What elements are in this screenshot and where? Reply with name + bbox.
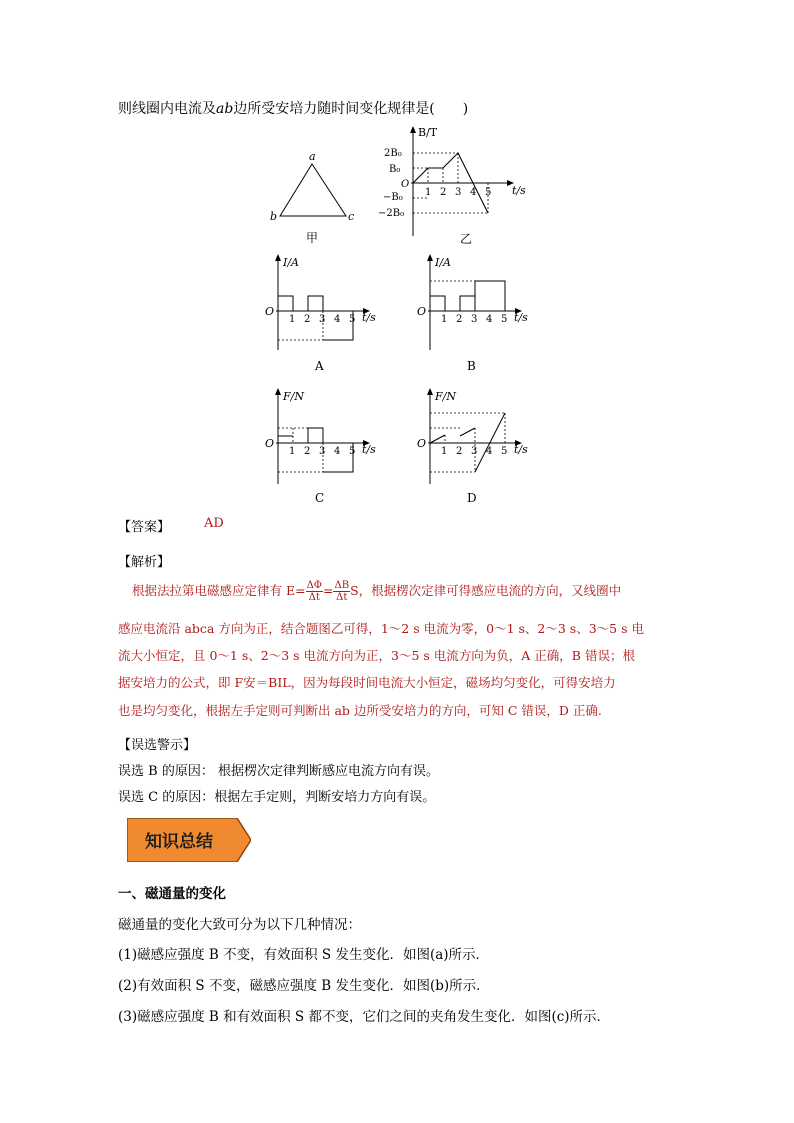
b-tick-4: 4 <box>486 314 493 325</box>
figure-yi-graph <box>370 124 545 250</box>
a-tick-1: 1 <box>289 314 296 325</box>
yi-tick-2b0: 2B₀ <box>384 148 402 159</box>
a-tick-3: 3 <box>319 314 326 325</box>
answer-heading: 【答案】 <box>118 520 171 535</box>
d-tick-4: 4 <box>486 446 493 457</box>
figure-b-label: B <box>467 359 476 373</box>
summary-title: 一、磁通量的变化 <box>118 886 226 902</box>
a-tick-2: 2 <box>304 314 311 325</box>
b-tick-1: 1 <box>441 314 448 325</box>
a-yaxis-label: I/A <box>283 256 299 269</box>
b-origin: O <box>417 305 427 318</box>
c-tick-1: 1 <box>289 446 296 457</box>
b-yaxis-label: I/A <box>435 256 451 269</box>
analysis-line-5: 也是均匀变化，根据左手定则可判断出 ab 边所受安培力的方向，可知 C 错误，D 正确. <box>118 703 602 718</box>
figure-c-graph <box>262 386 382 510</box>
yi-origin: O <box>401 179 410 190</box>
warning-heading: 【误选警示】 <box>118 738 197 753</box>
yi-tick-5: 5 <box>485 187 492 198</box>
summary-item-3: (3)磁感应强度 B 和有效面积 S 都不变，它们之间的夹角发生变化．如图(c)所示． <box>118 1009 611 1025</box>
b-tick-2: 2 <box>456 314 463 325</box>
vertex-b-label: b <box>270 210 278 223</box>
d-tick-5: 5 <box>501 446 508 457</box>
a-tick-4: 4 <box>334 314 341 325</box>
banner-text: 知识总结 <box>145 832 213 852</box>
yi-tick-1: 1 <box>425 187 432 198</box>
vertex-c-label: c <box>348 210 355 223</box>
figure-jia-label: 甲 <box>306 231 319 245</box>
b-tick-5: 5 <box>501 314 508 325</box>
figure-b-graph <box>414 252 534 376</box>
analysis-line-3: 流大小恒定，且 0～1 s、2～3 s 电流方向为正，3～5 s 电流方向为负，A 正确，B 错误；根 <box>118 648 635 663</box>
figure-d-graph <box>414 386 534 510</box>
figure-a-graph <box>262 252 382 376</box>
summary-intro: 磁通量的变化大致可分为以下几种情况： <box>118 917 361 933</box>
figure-yi-label: 乙 <box>460 232 473 246</box>
analysis-heading: 【解析】 <box>118 555 171 570</box>
analysis-line-2: 感应电流沿 abca 方向为正，结合题图乙可得，1～2 s 电流为零，0～1 s、2～3 s、3～5 s 电 <box>118 621 644 636</box>
c-origin: O <box>265 437 275 450</box>
b-xaxis-label: t/s <box>514 311 528 324</box>
analysis-line-4: 据安培力的公式，即 F安＝BIL，因为每段时间电流大小恒定，磁场均匀变化，可得安培力 <box>118 675 616 690</box>
warning-line-2: 误选 C 的原因：根据左手定则，判断安培力方向有误。 <box>118 790 436 805</box>
yi-yaxis-label: B/T <box>418 126 438 139</box>
d-yaxis-label: F/N <box>435 390 456 403</box>
figure-d-label: D <box>467 491 477 505</box>
c-tick-2: 2 <box>304 446 311 457</box>
c-tick-5: 5 <box>349 446 356 457</box>
d-xaxis-label: t/s <box>514 443 528 456</box>
yi-xaxis-label: t/s <box>512 184 526 197</box>
warning-line-1: 误选 B 的原因： 根据楞次定律判断感应电流方向有误。 <box>118 764 439 779</box>
answer-value: AD <box>204 516 224 531</box>
figure-a-label: A <box>315 359 324 373</box>
d-tick-1: 1 <box>441 446 448 457</box>
yi-tick-neg-2b0: −2B₀ <box>378 208 405 219</box>
vertex-a-label: a <box>309 150 316 163</box>
knowledge-summary-banner <box>127 818 251 862</box>
figure-c-label: C <box>315 491 325 505</box>
c-tick-4: 4 <box>334 446 341 457</box>
yi-tick-4: 4 <box>470 187 477 198</box>
question-text: 则线圈内电流及ab边所受安培力随时间变化规律是( ) <box>118 101 469 117</box>
yi-tick-neg-b0: −B₀ <box>383 192 403 203</box>
analysis-line-1: 根据法拉第电磁感应定律有 E= $\frac{\Delta\Phi}{\Delta t}$ = $\frac{\Delta B}{\Delta t}$ S，根据楞次定律可得感应电流的方向，又线圈中 <box>132 580 622 603</box>
a-origin: O <box>265 305 275 318</box>
yi-tick-b0: B₀ <box>389 164 401 175</box>
a-tick-5: 5 <box>349 314 356 325</box>
c-xaxis-label: t/s <box>362 443 376 456</box>
c-tick-3: 3 <box>319 446 326 457</box>
d-tick-2: 2 <box>456 446 463 457</box>
summary-item-1: (1)磁感应强度 B 不变，有效面积 S 发生变化．如图(a)所示． <box>118 947 490 963</box>
summary-item-2: (2)有效面积 S 不变，磁感应强度 B 发生变化．如图(b)所示． <box>118 978 490 994</box>
a-xaxis-label: t/s <box>362 311 376 324</box>
b-tick-3: 3 <box>471 314 478 325</box>
yi-tick-2: 2 <box>440 187 447 198</box>
c-yaxis-label: F/N <box>283 390 304 403</box>
figure-jia-triangle <box>262 148 372 248</box>
d-tick-3: 3 <box>471 446 478 457</box>
d-origin: O <box>417 437 427 450</box>
yi-tick-3: 3 <box>455 187 462 198</box>
